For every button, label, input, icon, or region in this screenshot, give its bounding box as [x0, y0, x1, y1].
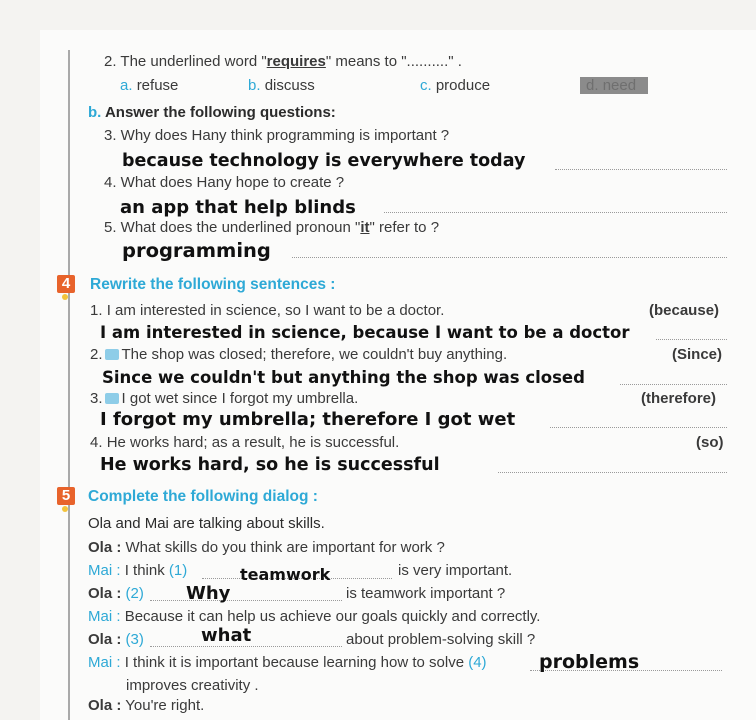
option-d-letter: d.: [586, 77, 599, 94]
dialog-line-3: [88, 585, 144, 602]
option-c-letter: c.: [420, 77, 432, 94]
q2-underlined-word: requires: [266, 53, 326, 70]
rewrite-item-2-number: 2.: [90, 346, 103, 363]
section-5-title: Complete the following dialog :: [88, 488, 318, 505]
speaker-mai: Mai :: [88, 608, 121, 625]
section-5-marker: [62, 506, 68, 512]
rewrite-answer-4: He works hard, so he is successful: [100, 455, 440, 475]
rewrite-item-4-number: 4.: [90, 434, 103, 451]
answer-5: programming: [122, 239, 271, 262]
blank-number-2: (2): [125, 585, 144, 602]
question-5-text-before: 5. What does the underlined pronoun ": [104, 219, 361, 236]
dialog-intro: Ola and Mai are talking about skills.: [88, 515, 325, 532]
rewrite-item-1-text: I am interested in science, so I want to be a doctor.: [106, 302, 445, 319]
rewrite-hint-4: (so): [696, 434, 724, 451]
dialog-line-2: [88, 562, 187, 579]
option-a-text: refuse: [136, 77, 179, 94]
question-4: 4. What does Hany hope to create ?: [104, 174, 345, 191]
option-b-letter: b.: [248, 77, 261, 94]
rewrite-answer-1: I am interested in science, because I want to be a doctor: [100, 323, 630, 342]
blank-answer-1: teamwork: [240, 565, 331, 584]
section-b-letter: b.: [88, 104, 102, 121]
option-d-highlighted: [580, 77, 648, 94]
q2-number: 2.: [104, 53, 117, 70]
answer-line-3: [555, 169, 727, 170]
question-3: 3. Why does Hany think programming is important ?: [104, 127, 450, 144]
rewrite-hint-1: (because): [649, 302, 720, 319]
dialog-text-2-end: is very important.: [398, 562, 513, 579]
rewrite-item-4-text: He works hard; as a result, he is successful.: [106, 434, 400, 451]
dialog-line-6: [88, 654, 487, 671]
blank-number-4: (4): [468, 654, 487, 671]
answer-3: because technology is everywhere today: [122, 151, 526, 171]
audio-icon: [105, 393, 119, 404]
option-c-text: produce: [435, 77, 491, 94]
rewrite-line-4: [498, 472, 727, 473]
speaker-ola: Ola :: [88, 631, 122, 648]
rewrite-answer-3: I forgot my umbrella; therefore I got wet: [100, 409, 516, 430]
option-b: [248, 77, 315, 94]
dialog-line-1: [88, 539, 445, 556]
rewrite-item-1-number: 1.: [90, 302, 103, 319]
option-c: [420, 77, 490, 94]
dialog-text-4: Because it can help us achieve our goals quickly and correctly.: [124, 608, 541, 625]
dialog-text-3-end: is teamwork important ?: [346, 585, 506, 602]
rewrite-item-4: [90, 434, 399, 451]
blank-number-3: (3): [125, 631, 144, 648]
dialog-line-5: [88, 631, 144, 648]
blank-answer-4: problems: [539, 651, 640, 673]
answer-4: an app that help blinds: [120, 197, 356, 218]
rewrite-line-2: [620, 384, 727, 385]
audio-icon: [105, 349, 119, 360]
section-b-title: Answer the following questions:: [104, 104, 336, 121]
dialog-text-7: You're right.: [125, 697, 205, 714]
question-5: [104, 219, 439, 236]
blank-answer-2: Why: [186, 583, 231, 604]
speaker-ola: Ola :: [88, 585, 122, 602]
q2-question: [104, 53, 462, 70]
section-5-badge: 5: [57, 487, 75, 505]
blank-answer-3: what: [201, 625, 252, 646]
rewrite-item-1: [90, 302, 444, 319]
margin-line: [68, 50, 70, 720]
rewrite-hint-3: (therefore): [641, 390, 717, 407]
dialog-text-6: I think it is important because learning how to solve: [124, 654, 465, 671]
rewrite-item-3-text: I got wet since I forgot my umbrella.: [121, 390, 359, 407]
question-5-text-after: " refer to ?: [369, 219, 440, 236]
rewrite-item-3-number: 3.: [90, 390, 103, 407]
question-5-underlined-word: it: [360, 219, 370, 236]
dialog-line-7: [88, 697, 204, 714]
option-a-letter: a.: [120, 77, 133, 94]
dialog-text-5-end: about problem-solving skill ?: [346, 631, 536, 648]
section-4-title: Rewrite the following sentences :: [90, 276, 336, 293]
dialog-text-6-cont: improves creativity .: [126, 677, 259, 694]
dialog-text-1: What skills do you think are important for work ?: [125, 539, 445, 556]
option-b-text: discuss: [264, 77, 315, 94]
q2-text-after: " means to ".........." .: [325, 53, 462, 70]
q2-text-before: The underlined word ": [120, 53, 267, 70]
answer-line-4: [384, 212, 727, 213]
blank-number-1: (1): [168, 562, 188, 579]
answer-line-5: [292, 257, 727, 258]
rewrite-item-2-text: The shop was closed; therefore, we couldn't buy anything.: [121, 346, 508, 363]
option-a: [120, 77, 178, 94]
option-d-text: need: [602, 77, 637, 94]
blank-line-2: [150, 600, 342, 601]
dialog-text-2: I think: [124, 562, 165, 579]
section-4-marker: [62, 294, 68, 300]
speaker-ola: Ola :: [88, 539, 122, 556]
rewrite-line-3: [550, 427, 727, 428]
section-b-heading: [88, 104, 336, 121]
speaker-ola: Ola :: [88, 697, 122, 714]
dialog-line-4: [88, 608, 540, 625]
speaker-mai: Mai :: [88, 654, 121, 671]
rewrite-item-2: [90, 346, 507, 363]
rewrite-hint-2: (Since): [672, 346, 723, 363]
section-4-badge: 4: [57, 275, 75, 293]
speaker-mai: Mai :: [88, 562, 121, 579]
rewrite-answer-2: Since we couldn't but anything the shop was closed: [102, 368, 585, 387]
rewrite-item-3: [90, 390, 358, 407]
rewrite-line-1: [656, 339, 727, 340]
blank-line-3: [150, 646, 342, 647]
